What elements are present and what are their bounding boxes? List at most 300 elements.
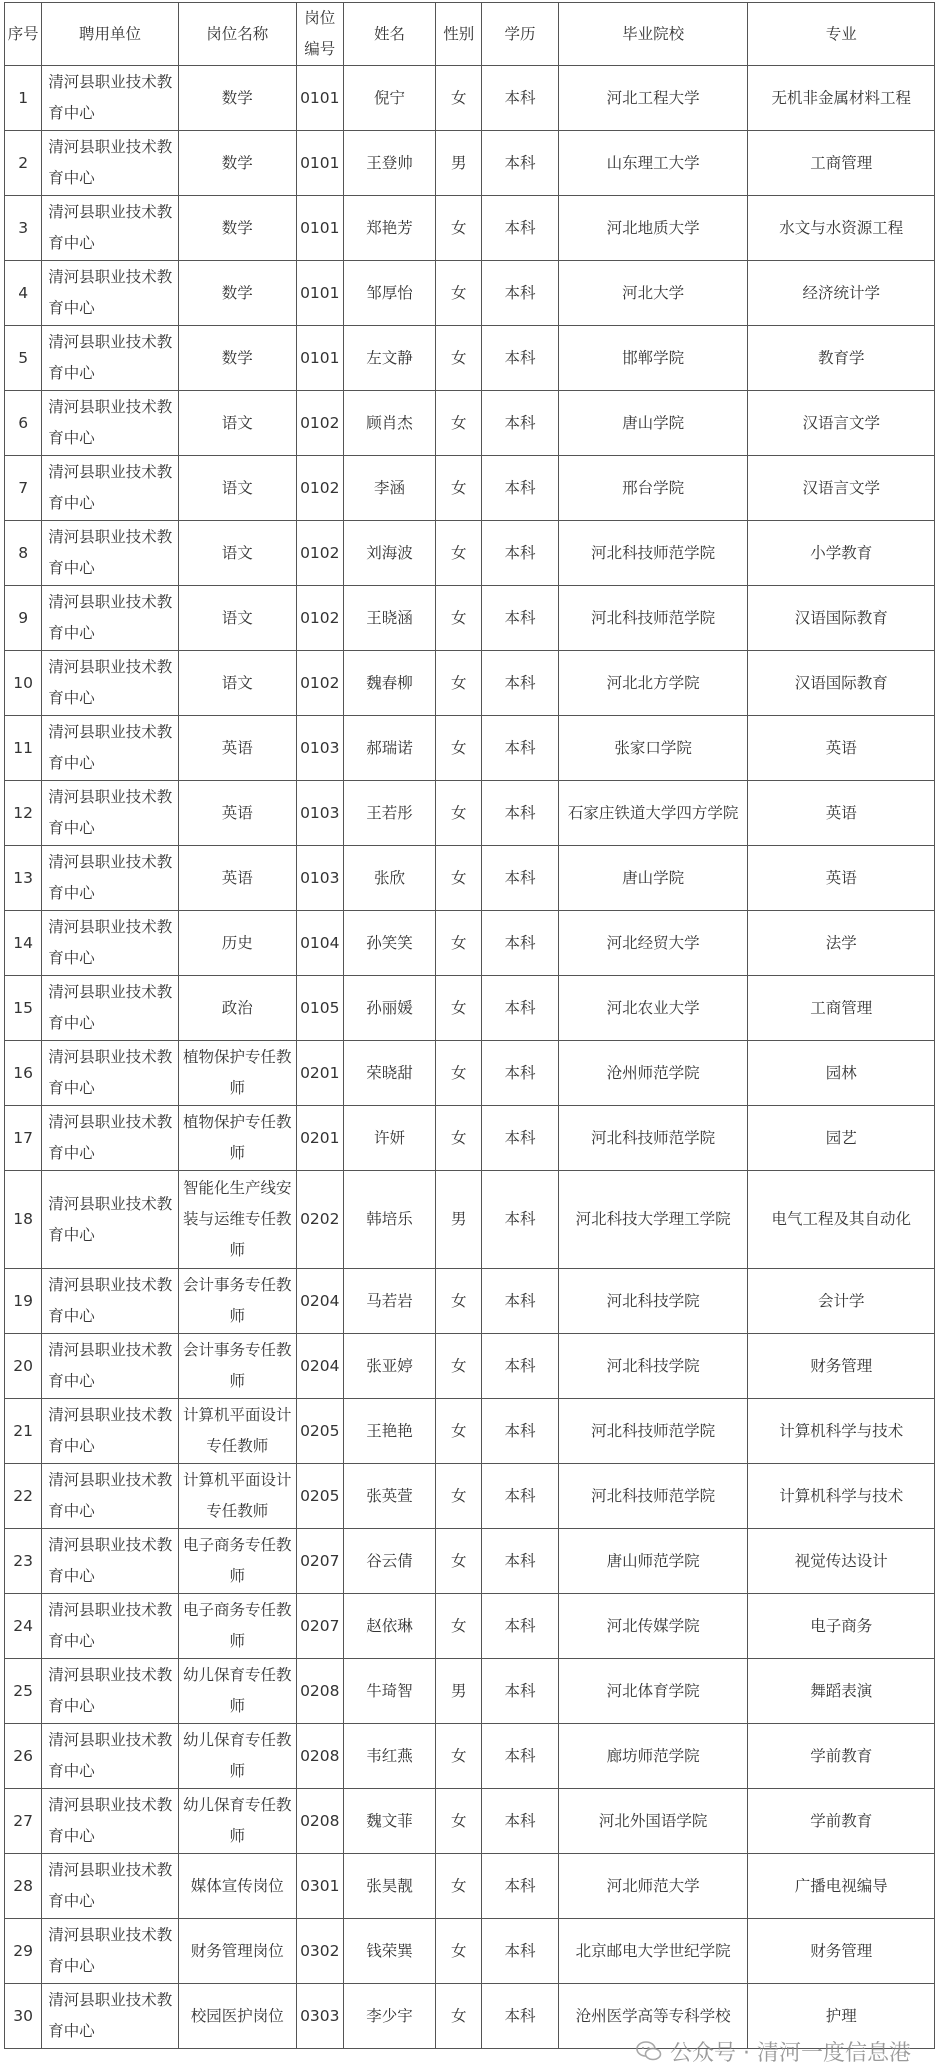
cell-index: 23 [5,1529,42,1594]
cell-position-code: 0103 [296,846,343,911]
cell-position: 智能化生产线安装与运维专任教师 [178,1171,296,1269]
cell-education: 本科 [482,1464,559,1529]
header-index: 序号 [5,3,42,66]
cell-index: 3 [5,196,42,261]
cell-index: 11 [5,716,42,781]
header-major: 专业 [748,3,935,66]
cell-position: 计算机平面设计专任教师 [178,1464,296,1529]
cell-position: 媒体宣传岗位 [178,1854,296,1919]
cell-education: 本科 [482,911,559,976]
table-row [5,456,935,521]
cell-position-code: 0201 [296,1106,343,1171]
cell-school: 张家口学院 [558,716,748,781]
cell-gender: 女 [436,716,482,781]
cell-major: 小学教育 [748,521,935,586]
table-body [5,66,935,2049]
cell-school: 河北工程大学 [558,66,748,131]
cell-name: 牛琦智 [343,1659,436,1724]
cell-index: 19 [5,1269,42,1334]
cell-gender: 女 [436,1984,482,2049]
cell-name: 许妍 [343,1106,436,1171]
cell-major: 计算机科学与技术 [748,1464,935,1529]
cell-position-code: 0103 [296,716,343,781]
cell-position-code: 0102 [296,521,343,586]
cell-employer: 清河县职业技术教育中心 [42,66,178,131]
table-row [5,911,935,976]
cell-employer: 清河县职业技术教育中心 [42,391,178,456]
cell-education: 本科 [482,846,559,911]
header-position-code: 岗位编号 [296,3,343,66]
cell-name: 谷云倩 [343,1529,436,1594]
cell-position-code: 0301 [296,1854,343,1919]
cell-gender: 女 [436,976,482,1041]
cell-education: 本科 [482,1171,559,1269]
cell-gender: 女 [436,456,482,521]
cell-position-code: 0208 [296,1659,343,1724]
cell-name: 韦红燕 [343,1724,436,1789]
header-employer: 聘用单位 [42,3,178,66]
cell-education: 本科 [482,1984,559,2049]
cell-gender: 女 [436,521,482,586]
cell-index: 30 [5,1984,42,2049]
header-school: 毕业院校 [558,3,748,66]
cell-gender: 女 [436,1334,482,1399]
cell-position-code: 0104 [296,911,343,976]
cell-school: 廊坊师范学院 [558,1724,748,1789]
cell-employer: 清河县职业技术教育中心 [42,1529,178,1594]
cell-position-code: 0105 [296,976,343,1041]
cell-position: 数学 [178,326,296,391]
cell-position: 语文 [178,456,296,521]
cell-education: 本科 [482,1041,559,1106]
cell-position: 会计事务专任教师 [178,1334,296,1399]
cell-name: 王登帅 [343,131,436,196]
cell-school: 唐山学院 [558,391,748,456]
cell-index: 13 [5,846,42,911]
cell-index: 21 [5,1399,42,1464]
cell-index: 27 [5,1789,42,1854]
cell-position: 英语 [178,716,296,781]
cell-position: 英语 [178,846,296,911]
cell-name: 王晓涵 [343,586,436,651]
table-row [5,1106,935,1171]
cell-major: 工商管理 [748,131,935,196]
cell-major: 水文与水资源工程 [748,196,935,261]
cell-major: 视觉传达设计 [748,1529,935,1594]
cell-employer: 清河县职业技术教育中心 [42,976,178,1041]
table-row [5,1334,935,1399]
cell-name: 郝瑞诺 [343,716,436,781]
cell-school: 河北北方学院 [558,651,748,716]
cell-major: 法学 [748,911,935,976]
cell-position: 数学 [178,261,296,326]
cell-education: 本科 [482,521,559,586]
cell-employer: 清河县职业技术教育中心 [42,1594,178,1659]
cell-position-code: 0102 [296,391,343,456]
cell-school: 河北经贸大学 [558,911,748,976]
cell-name: 魏春柳 [343,651,436,716]
cell-name: 钱荣巽 [343,1919,436,1984]
cell-gender: 女 [436,1919,482,1984]
cell-name: 张亚婷 [343,1334,436,1399]
cell-major: 电气工程及其自动化 [748,1171,935,1269]
cell-gender: 女 [436,781,482,846]
cell-employer: 清河县职业技术教育中心 [42,1919,178,1984]
cell-name: 魏文菲 [343,1789,436,1854]
cell-education: 本科 [482,66,559,131]
cell-index: 15 [5,976,42,1041]
cell-position-code: 0208 [296,1724,343,1789]
cell-school: 河北地质大学 [558,196,748,261]
cell-position: 计算机平面设计专任教师 [178,1399,296,1464]
cell-position-code: 0101 [296,326,343,391]
cell-employer: 清河县职业技术教育中心 [42,781,178,846]
cell-major: 工商管理 [748,976,935,1041]
cell-index: 4 [5,261,42,326]
table-row [5,196,935,261]
cell-gender: 女 [436,196,482,261]
cell-position: 植物保护专任教师 [178,1106,296,1171]
cell-position: 电子商务专任教师 [178,1594,296,1659]
table-row [5,1659,935,1724]
cell-index: 16 [5,1041,42,1106]
cell-school: 沧州师范学院 [558,1041,748,1106]
cell-name: 张昊靓 [343,1854,436,1919]
cell-education: 本科 [482,1334,559,1399]
cell-education: 本科 [482,1854,559,1919]
cell-name: 顾肖杰 [343,391,436,456]
cell-position-code: 0102 [296,586,343,651]
cell-education: 本科 [482,131,559,196]
table-row [5,1594,935,1659]
cell-major: 无机非金属材料工程 [748,66,935,131]
cell-name: 倪宁 [343,66,436,131]
cell-position: 幼儿保育专任教师 [178,1724,296,1789]
cell-employer: 清河县职业技术教育中心 [42,846,178,911]
cell-major: 汉语言文学 [748,391,935,456]
cell-education: 本科 [482,716,559,781]
cell-position: 数学 [178,196,296,261]
cell-major: 财务管理 [748,1334,935,1399]
cell-index: 24 [5,1594,42,1659]
table-row [5,1854,935,1919]
cell-gender: 女 [436,651,482,716]
cell-index: 8 [5,521,42,586]
cell-school: 河北科技师范学院 [558,1399,748,1464]
cell-school: 邢台学院 [558,456,748,521]
cell-gender: 女 [436,1269,482,1334]
cell-position: 校园医护岗位 [178,1984,296,2049]
cell-index: 1 [5,66,42,131]
cell-index: 22 [5,1464,42,1529]
cell-education: 本科 [482,456,559,521]
cell-employer: 清河县职业技术教育中心 [42,1171,178,1269]
cell-school: 石家庄铁道大学四方学院 [558,781,748,846]
cell-position-code: 0202 [296,1171,343,1269]
cell-gender: 女 [436,1106,482,1171]
cell-gender: 女 [436,1854,482,1919]
table-row [5,66,935,131]
header-position: 岗位名称 [178,3,296,66]
cell-major: 舞蹈表演 [748,1659,935,1724]
cell-gender: 女 [436,1789,482,1854]
cell-position: 语文 [178,521,296,586]
cell-index: 12 [5,781,42,846]
cell-index: 28 [5,1854,42,1919]
cell-school: 河北科技师范学院 [558,1106,748,1171]
cell-education: 本科 [482,1399,559,1464]
cell-position: 会计事务专任教师 [178,1269,296,1334]
cell-name: 刘海波 [343,521,436,586]
cell-name: 王艳艳 [343,1399,436,1464]
cell-employer: 清河县职业技术教育中心 [42,911,178,976]
cell-index: 25 [5,1659,42,1724]
cell-school: 河北科技师范学院 [558,521,748,586]
cell-position: 数学 [178,131,296,196]
cell-employer: 清河县职业技术教育中心 [42,261,178,326]
cell-name: 孙丽媛 [343,976,436,1041]
cell-major: 财务管理 [748,1919,935,1984]
cell-position-code: 0101 [296,261,343,326]
cell-gender: 男 [436,131,482,196]
cell-gender: 女 [436,846,482,911]
cell-position-code: 0205 [296,1464,343,1529]
cell-position-code: 0204 [296,1269,343,1334]
cell-index: 10 [5,651,42,716]
cell-index: 20 [5,1334,42,1399]
table-row [5,846,935,911]
cell-position: 语文 [178,651,296,716]
cell-employer: 清河县职业技术教育中心 [42,1269,178,1334]
header-education: 学历 [482,3,559,66]
cell-school: 唐山学院 [558,846,748,911]
cell-education: 本科 [482,976,559,1041]
cell-position: 幼儿保育专任教师 [178,1789,296,1854]
header-name: 姓名 [343,3,436,66]
cell-employer: 清河县职业技术教育中心 [42,521,178,586]
cell-employer: 清河县职业技术教育中心 [42,651,178,716]
cell-major: 园林 [748,1041,935,1106]
cell-name: 马若岩 [343,1269,436,1334]
cell-school: 沧州医学高等专科学校 [558,1984,748,2049]
cell-education: 本科 [482,1529,559,1594]
cell-index: 9 [5,586,42,651]
cell-employer: 清河县职业技术教育中心 [42,1659,178,1724]
cell-position: 数学 [178,66,296,131]
table-row [5,651,935,716]
table-row [5,716,935,781]
table-row [5,1171,935,1269]
cell-gender: 男 [436,1659,482,1724]
cell-employer: 清河县职业技术教育中心 [42,586,178,651]
cell-major: 汉语国际教育 [748,651,935,716]
cell-major: 教育学 [748,326,935,391]
cell-school: 河北科技学院 [558,1334,748,1399]
cell-school: 北京邮电大学世纪学院 [558,1919,748,1984]
cell-school: 河北农业大学 [558,976,748,1041]
table-row [5,521,935,586]
cell-education: 本科 [482,1594,559,1659]
cell-position-code: 0207 [296,1594,343,1659]
document-page [4,2,935,2049]
cell-index: 2 [5,131,42,196]
cell-name: 李少宇 [343,1984,436,2049]
cell-major: 学前教育 [748,1789,935,1854]
cell-position: 政治 [178,976,296,1041]
table-row [5,1041,935,1106]
cell-gender: 女 [436,911,482,976]
cell-name: 孙笑笑 [343,911,436,976]
cell-education: 本科 [482,781,559,846]
table-row [5,1269,935,1334]
cell-name: 赵依琳 [343,1594,436,1659]
cell-major: 计算机科学与技术 [748,1399,935,1464]
cell-school: 河北外国语学院 [558,1789,748,1854]
table-header-row [5,3,935,66]
cell-education: 本科 [482,1106,559,1171]
cell-index: 26 [5,1724,42,1789]
cell-school: 邯郸学院 [558,326,748,391]
cell-gender: 女 [436,1724,482,1789]
table-row [5,1789,935,1854]
cell-education: 本科 [482,586,559,651]
cell-index: 17 [5,1106,42,1171]
cell-name: 张欣 [343,846,436,911]
cell-major: 汉语国际教育 [748,586,935,651]
cell-education: 本科 [482,1919,559,1984]
cell-employer: 清河县职业技术教育中心 [42,1334,178,1399]
cell-employer: 清河县职业技术教育中心 [42,1854,178,1919]
cell-major: 英语 [748,846,935,911]
cell-position-code: 0208 [296,1789,343,1854]
cell-name: 荣晓甜 [343,1041,436,1106]
cell-position-code: 0201 [296,1041,343,1106]
cell-employer: 清河县职业技术教育中心 [42,131,178,196]
watermark-label: 公众号 · 清河一度信息港 [670,2040,911,2066]
cell-position: 英语 [178,781,296,846]
hiring-table [4,2,935,2049]
cell-position-code: 0101 [296,131,343,196]
cell-index: 14 [5,911,42,976]
cell-position: 幼儿保育专任教师 [178,1659,296,1724]
cell-position-code: 0303 [296,1984,343,2049]
cell-position-code: 0207 [296,1529,343,1594]
table-row [5,781,935,846]
cell-school: 河北体育学院 [558,1659,748,1724]
cell-gender: 女 [436,1594,482,1659]
cell-major: 经济统计学 [748,261,935,326]
cell-education: 本科 [482,1659,559,1724]
cell-position-code: 0102 [296,651,343,716]
cell-position: 电子商务专任教师 [178,1529,296,1594]
cell-gender: 女 [436,326,482,391]
cell-index: 6 [5,391,42,456]
cell-index: 18 [5,1171,42,1269]
cell-education: 本科 [482,326,559,391]
cell-position: 植物保护专任教师 [178,1041,296,1106]
table-row [5,1399,935,1464]
cell-major: 汉语言文学 [748,456,935,521]
cell-position-code: 0204 [296,1334,343,1399]
table-row [5,261,935,326]
cell-school: 唐山师范学院 [558,1529,748,1594]
cell-major: 学前教育 [748,1724,935,1789]
cell-position: 语文 [178,586,296,651]
cell-position-code: 0302 [296,1919,343,1984]
header-gender: 性别 [436,3,482,66]
table-row [5,586,935,651]
cell-employer: 清河县职业技术教育中心 [42,1106,178,1171]
cell-position-code: 0103 [296,781,343,846]
cell-gender: 女 [436,1529,482,1594]
cell-employer: 清河县职业技术教育中心 [42,1399,178,1464]
table-row [5,1529,935,1594]
table-row [5,391,935,456]
cell-gender: 女 [436,1041,482,1106]
cell-gender: 男 [436,1171,482,1269]
cell-employer: 清河县职业技术教育中心 [42,1464,178,1529]
cell-major: 广播电视编导 [748,1854,935,1919]
cell-index: 5 [5,326,42,391]
cell-position: 财务管理岗位 [178,1919,296,1984]
cell-major: 英语 [748,781,935,846]
cell-education: 本科 [482,391,559,456]
cell-gender: 女 [436,586,482,651]
cell-gender: 女 [436,261,482,326]
cell-education: 本科 [482,1724,559,1789]
cell-employer: 清河县职业技术教育中心 [42,456,178,521]
cell-position: 语文 [178,391,296,456]
cell-gender: 女 [436,1464,482,1529]
cell-name: 王若彤 [343,781,436,846]
cell-position-code: 0205 [296,1399,343,1464]
wechat-icon [636,2041,662,2061]
cell-employer: 清河县职业技术教育中心 [42,1789,178,1854]
cell-school: 河北科技师范学院 [558,1464,748,1529]
cell-name: 郑艳芳 [343,196,436,261]
cell-major: 护理 [748,1984,935,2049]
table-row [5,1919,935,1984]
cell-name: 韩培乐 [343,1171,436,1269]
cell-school: 河北科技师范学院 [558,586,748,651]
cell-school: 山东理工大学 [558,131,748,196]
cell-employer: 清河县职业技术教育中心 [42,326,178,391]
cell-position-code: 0102 [296,456,343,521]
cell-employer: 清河县职业技术教育中心 [42,1984,178,2049]
cell-gender: 女 [436,66,482,131]
cell-school: 河北科技学院 [558,1269,748,1334]
cell-index: 29 [5,1919,42,1984]
cell-school: 河北科技大学理工学院 [558,1171,748,1269]
cell-school: 河北师范大学 [558,1854,748,1919]
table-row [5,131,935,196]
cell-position: 历史 [178,911,296,976]
cell-name: 李涵 [343,456,436,521]
cell-major: 电子商务 [748,1594,935,1659]
cell-education: 本科 [482,261,559,326]
cell-education: 本科 [482,1789,559,1854]
cell-employer: 清河县职业技术教育中心 [42,716,178,781]
cell-major: 园艺 [748,1106,935,1171]
table-row [5,326,935,391]
cell-major: 英语 [748,716,935,781]
cell-major: 会计学 [748,1269,935,1334]
cell-position-code: 0101 [296,196,343,261]
cell-name: 左文静 [343,326,436,391]
cell-employer: 清河县职业技术教育中心 [42,196,178,261]
cell-gender: 女 [436,1399,482,1464]
cell-name: 张英萱 [343,1464,436,1529]
